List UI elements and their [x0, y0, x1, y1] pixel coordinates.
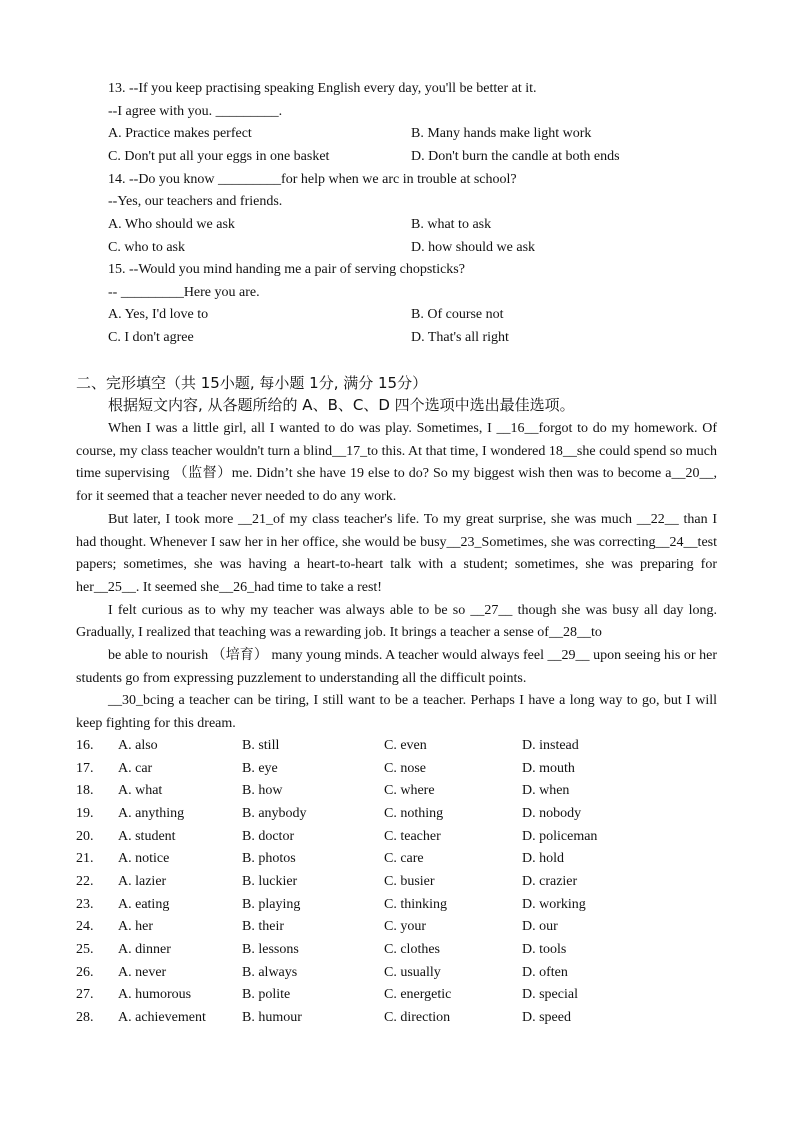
option-b: B. always — [242, 965, 298, 980]
option-c: C. thinking — [384, 897, 448, 912]
q14-stem: 14. --Do you know _________for help when we arc in trouble at school? — [108, 172, 517, 187]
question-number: 27. — [76, 987, 94, 1002]
section-heading: 二、完形填空（共 15小题, 每小题 1分, 满分 15分） — [76, 374, 428, 392]
option-a: A. car — [118, 761, 153, 776]
option-c: C. busier — [384, 874, 435, 889]
option-row — [76, 941, 717, 964]
option-b: B. lessons — [242, 942, 299, 957]
option-a: A. eating — [118, 897, 170, 912]
option-b: B. doctor — [242, 829, 295, 844]
passage-paragraph: When I was a little girl, all I wanted to do was play. Sometimes, I __16__forgot to do my homework. Of course, my class teacher wouldn't turn a blind__17_to this. At that time, I wondered 18__she could spend so much time supervising （监督）me. Didn’t she have 19 else to do? So my biggest wish then was to become a__20__, for it seemed that a teacher never needed to do any work. — [76, 421, 717, 505]
option-row — [76, 850, 717, 873]
option-a: A. dinner — [118, 942, 171, 957]
passage-paragraph: But later, I took more __21_of my class teacher's life. To my great surprise, she was much __22__ than I had thought. Whenever I saw her in her office, she would be busy__23_Sometimes, she was correcting__24__test papers; sometimes, she was having a heart-to-heart talk with a student; sometimes, she was preparing for her__25__. It seemed she__26_had time to take a rest! — [76, 511, 717, 595]
question-number: 23. — [76, 897, 94, 912]
option-a: A. what — [118, 783, 163, 798]
question-number: 24. — [76, 919, 94, 934]
option-c: C. nose — [384, 761, 426, 776]
q14-option-d: D. how should we ask — [411, 240, 536, 255]
option-b: B. eye — [242, 761, 278, 776]
option-a: A. notice — [118, 851, 170, 866]
option-d: D. instead — [522, 738, 579, 753]
q15-option-b: B. Of course not — [411, 307, 504, 322]
q14-option-c: C. who to ask — [108, 240, 185, 255]
option-d: D. nobody — [522, 806, 582, 821]
question-number: 17. — [76, 761, 94, 776]
question-number: 16. — [76, 738, 94, 753]
q13-stem: 13. --If you keep practising speaking English every day, you'll be better at it. — [108, 81, 537, 96]
q13-option-d: D. Don't burn the candle at both ends — [411, 149, 620, 164]
option-b: B. humour — [242, 1010, 302, 1025]
option-c: C. care — [384, 851, 424, 866]
option-b: B. luckier — [242, 874, 298, 889]
option-c: C. clothes — [384, 942, 440, 957]
option-d: D. hold — [522, 851, 564, 866]
option-a: A. also — [118, 738, 158, 753]
option-b: B. anybody — [242, 806, 307, 821]
question-number: 20. — [76, 829, 94, 844]
q13-option-a: A. Practice makes perfect — [108, 126, 252, 141]
q13-option-c: C. Don't put all your eggs in one basket — [108, 149, 330, 164]
section-instruction: 根据短文内容, 从各题所给的 A、B、C、D 四个选项中选出最佳选项。 — [108, 396, 575, 414]
option-d: D. our — [522, 919, 558, 934]
option-a: A. never — [118, 965, 167, 980]
question-number: 18. — [76, 783, 94, 798]
option-row — [76, 918, 717, 941]
option-b: B. playing — [242, 897, 301, 912]
passage-paragraph: I felt curious as to why my teacher was always able to be so __27__ though she was busy all day long. Gradually, I realized that teaching was a rewarding job. It brings a teacher a sense of__28__to — [76, 602, 717, 641]
q15-option-c: C. I don't agree — [108, 330, 194, 345]
option-c: C. teacher — [384, 829, 441, 844]
q15-stem: 15. --Would you mind handing me a pair of serving chopsticks? — [108, 262, 465, 277]
option-d: D. special — [522, 987, 578, 1002]
option-d: D. crazier — [522, 874, 578, 889]
option-a: A. student — [118, 829, 176, 844]
option-d: D. when — [522, 783, 570, 798]
q13-option-b: B. Many hands make light work — [411, 126, 592, 141]
option-a: A. lazier — [118, 874, 167, 889]
option-b: B. their — [242, 919, 284, 934]
option-row — [76, 828, 717, 851]
option-row — [76, 873, 717, 896]
option-row — [76, 986, 717, 1009]
option-b: B. photos — [242, 851, 296, 866]
option-c: C. even — [384, 738, 427, 753]
option-c: C. your — [384, 919, 426, 934]
question-number: 22. — [76, 874, 94, 889]
question-number: 21. — [76, 851, 94, 866]
option-row — [76, 805, 717, 828]
option-row — [76, 760, 717, 783]
option-row — [76, 737, 717, 760]
option-c: C. nothing — [384, 806, 444, 821]
q15-option-d: D. That's all right — [411, 330, 509, 345]
option-a: A. humorous — [118, 987, 192, 1002]
option-b: B. still — [242, 738, 280, 753]
option-b: B. how — [242, 783, 283, 798]
passage-paragraph: be able to nourish （培育） many young minds. A teacher would always feel __29__ upon seeing his or her students go from expressing puzzlement to understanding all the difficult points. — [76, 648, 717, 686]
option-row — [76, 782, 717, 805]
option-d: D. speed — [522, 1010, 571, 1025]
option-d: D. policeman — [522, 829, 598, 844]
option-c: C. direction — [384, 1010, 451, 1025]
q14-option-a: A. Who should we ask — [108, 217, 235, 232]
cloze-passage — [76, 418, 717, 736]
option-d: D. tools — [522, 942, 567, 957]
q15-option-a: A. Yes, I'd love to — [108, 307, 209, 322]
q14-reply: --Yes, our teachers and friends. — [108, 194, 283, 209]
option-a: A. achievement — [118, 1010, 206, 1025]
option-b: B. polite — [242, 987, 291, 1002]
question-number: 28. — [76, 1010, 94, 1025]
option-d: D. often — [522, 965, 568, 980]
option-c: C. where — [384, 783, 435, 798]
passage-paragraph: __30_bcing a teacher can be tiring, I still want to be a teacher. Perhaps I have a long way to go, but I will keep fighting for this dream. — [76, 693, 717, 732]
option-d: D. mouth — [522, 761, 575, 776]
q14-option-b: B. what to ask — [411, 217, 492, 232]
option-row — [76, 964, 717, 987]
option-a: A. anything — [118, 806, 185, 821]
question-number: 26. — [76, 965, 94, 980]
question-number: 19. — [76, 806, 94, 821]
option-a: A. her — [118, 919, 153, 934]
option-c: C. energetic — [384, 987, 452, 1002]
option-d: D. working — [522, 897, 586, 912]
option-row — [76, 896, 717, 919]
option-row — [76, 1009, 717, 1032]
q15-reply: -- _________Here you are. — [108, 285, 260, 300]
question-number: 25. — [76, 942, 94, 957]
q13-reply: --I agree with you. _________. — [108, 104, 283, 119]
option-c: C. usually — [384, 965, 441, 980]
